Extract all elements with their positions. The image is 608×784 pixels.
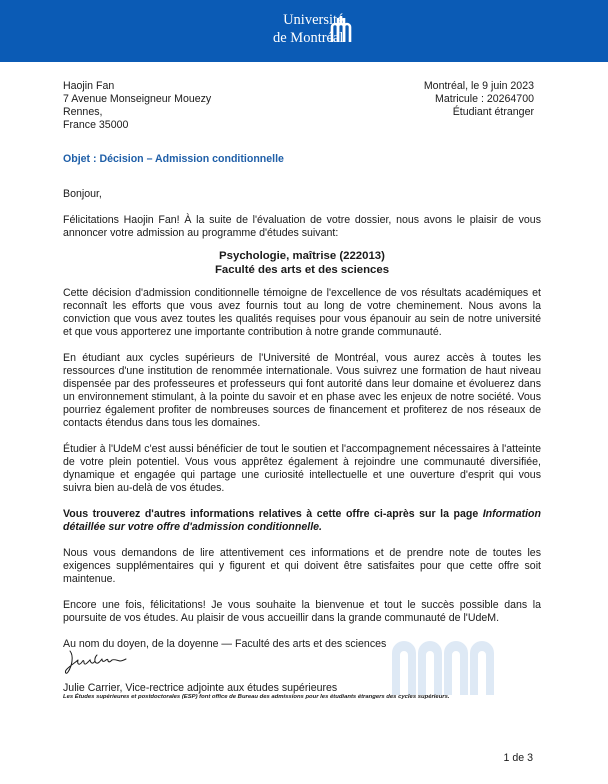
intro-paragraph: Félicitations Haojin Fan! À la suite de l'évaluation de votre dossier, nous avons le plaisir de vous annoncer votre admission au programme d'études suivant: bbox=[63, 214, 541, 239]
university-name-line2: de Montréal bbox=[273, 30, 344, 46]
udem-watermark-icon bbox=[392, 625, 494, 695]
page-number: 1 de 3 bbox=[503, 752, 533, 764]
header-banner bbox=[0, 0, 608, 62]
sender-country: France 35000 bbox=[63, 119, 129, 131]
university-name-line1: Université bbox=[283, 12, 344, 28]
greeting: Bonjour, bbox=[63, 188, 102, 200]
student-matricule: Matricule : 20264700 bbox=[435, 93, 534, 105]
program-faculty: Faculté des arts et des sciences bbox=[214, 264, 390, 276]
footnote: Les Études supérieures et postdoctorales (ESP) font office de Bureau des admissions pour les étudiants étrangers des cycles supérieurs. bbox=[63, 694, 450, 700]
program-block bbox=[63, 249, 541, 277]
student-status: Étudiant étranger bbox=[452, 106, 534, 118]
info-prefix: Vous trouverez d'autres informations relatives à cette offre ci-après sur la page bbox=[63, 508, 483, 520]
closing-line: Au nom du doyen, de la doyenne — Faculté des arts et des sciences bbox=[63, 638, 387, 650]
signer-name: Julie Carrier, Vice-rectrice adjointe aux études supérieures bbox=[63, 682, 338, 694]
udem-arches-icon bbox=[329, 15, 353, 43]
handwritten-signature bbox=[64, 648, 128, 676]
info-paragraph bbox=[63, 508, 541, 534]
paragraph-requirements: Nous vous demandons de lire attentivement ces informations et de prendre note de toutes les exigences supplémentaires qui y figurent et qui doivent être satisfaites pour que cette offre soit maintenue. bbox=[63, 547, 541, 585]
paragraph-excellence: Cette décision d'admission conditionnelle témoigne de l'excellence de vos résultats académiques et reconnaît les efforts que vous avez fournis tout au long de votre cheminement. Nous avons la conviction que vous avez toutes les qualités requises pour vous épanouir au sein de notre université et que vous apporterez une importante contribution à notre grande communauté. bbox=[63, 287, 541, 338]
sender-address-block bbox=[63, 80, 211, 132]
university-logo bbox=[257, 11, 367, 55]
sender-city: Rennes, bbox=[63, 106, 103, 118]
sender-street: 7 Avenue Monseigneur Mouezy bbox=[63, 93, 212, 105]
info-page-reference: Information détaillée sur votre offre d'admission conditionnelle. bbox=[63, 508, 541, 533]
paragraph-support: Étudier à l'UdeM c'est aussi bénéficier de tout le soutien et l'accompagnement nécessaires à l'atteinte de votre plein potentiel. Vous vous apprêtez également à rejoindre une communauté diversifiée, dynamique et engagée qui partage une curiosité intellectuelle et une ouverture d'esprit qui vous suivra bien au-delà de vos études. bbox=[63, 443, 541, 494]
letter-subject: Objet : Décision – Admission conditionnelle bbox=[63, 153, 284, 165]
letter-meta-block bbox=[424, 80, 534, 119]
letter-body bbox=[63, 188, 541, 664]
paragraph-resources: En étudiant aux cycles supérieurs de l'Université de Montréal, vous aurez accès à toutes les ressources d'une institution de renommée internationale. Vous suivrez une formation de haut niveau dispensée par des professeures et professeurs qui font autorité dans leur domaine et évoluerez dans un environnement stimulant, à la pointe du savoir et en phase avec les enjeux de notre société. Vous pourriez également profiter de nombreuses sources de financement et profiterez de nos réseaux de contacts étendus dans tous les domaines. bbox=[63, 352, 541, 429]
letter-date: Montréal, le 9 juin 2023 bbox=[423, 80, 534, 92]
sender-name: Haojin Fan bbox=[63, 80, 115, 92]
program-name: Psychologie, maîtrise (222013) bbox=[219, 250, 385, 262]
paragraph-congratulations: Encore une fois, félicitations! Je vous souhaite la bienvenue et tout le succès possible dans la poursuite de vos études. Au plaisir de vous accueillir dans la grande communauté de l'UdeM. bbox=[63, 599, 541, 624]
